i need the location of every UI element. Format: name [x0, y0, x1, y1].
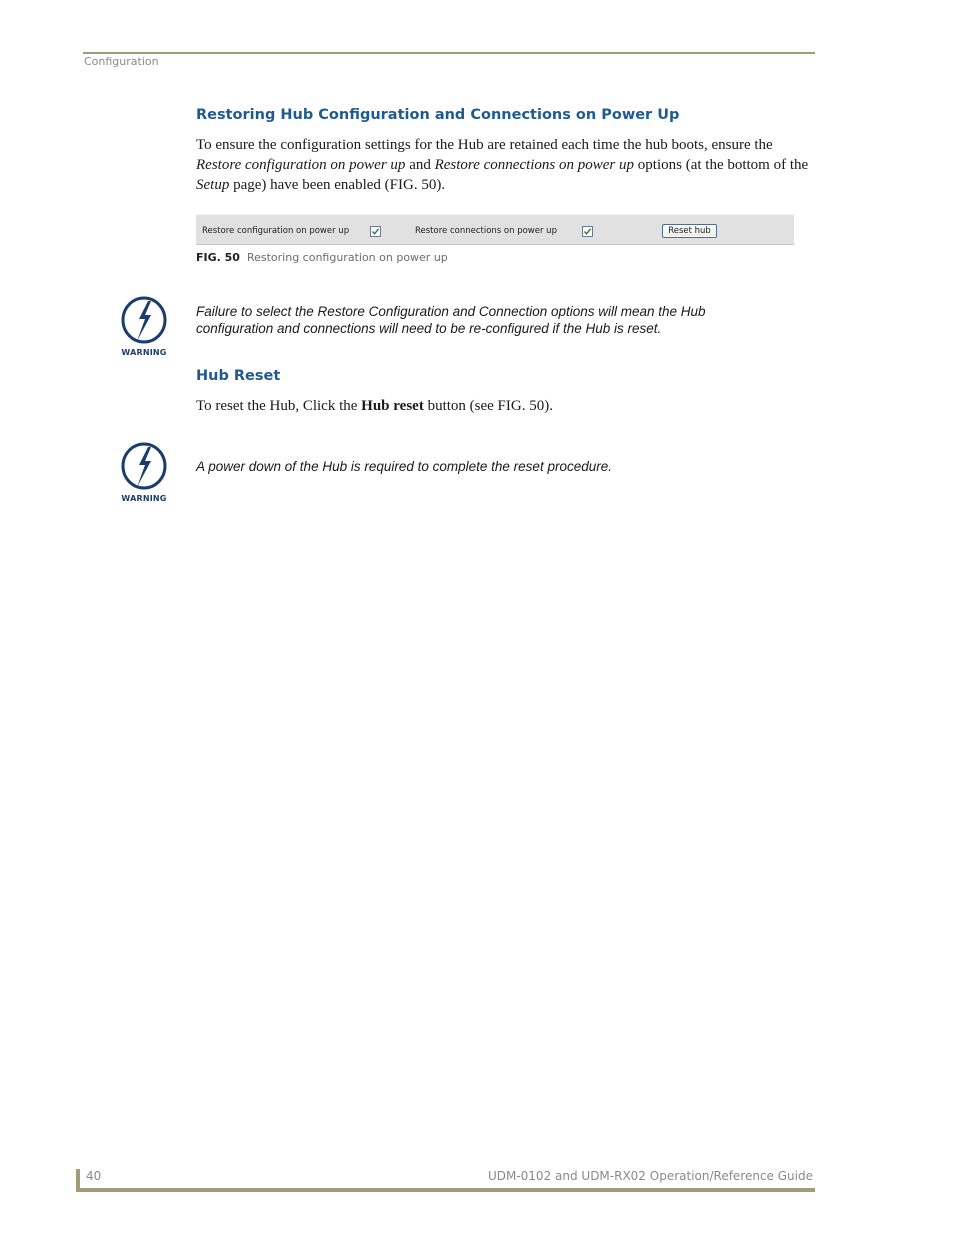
checkmark-icon — [583, 227, 592, 236]
warning-label: WARNING — [121, 494, 167, 503]
restore-paragraph — [196, 135, 816, 195]
italic-term: Restore configuration on power up — [196, 157, 406, 173]
warning-badge — [118, 440, 172, 504]
text-run: button (see FIG. 50). — [423, 398, 553, 414]
page-number: 40 — [86, 1169, 102, 1183]
lightning-bolt-icon — [118, 294, 170, 346]
warning-note: A power down of the Hub is required to complete the reset procedure. — [196, 459, 612, 474]
restore-connections-label: Restore connections on power up — [415, 226, 557, 236]
warning-note: Failure to select the Restore Configuration and Connection options will mean the Hub configuration and connections will need to be re-configured if the Hub is reset. — [196, 304, 706, 336]
text-run: To ensure the configuration settings for the Hub are retained each time the hub boots, ensure the — [196, 137, 773, 153]
section-heading-restore: Restoring Hub Configuration and Connections on Power Up — [196, 107, 680, 123]
text-run: options (at the bottom of the — [634, 157, 809, 173]
figure-settings-bar — [196, 214, 794, 245]
figure-caption — [196, 251, 448, 264]
italic-term: Setup — [196, 177, 230, 193]
lightning-bolt-icon — [118, 440, 170, 492]
footer-rule — [76, 1188, 815, 1192]
reset-hub-button[interactable]: Reset hub — [662, 224, 717, 238]
restore-config-checkbox[interactable] — [370, 226, 381, 237]
text-run: page) have been enabled (FIG. 50). — [229, 177, 446, 193]
figure-number: FIG. 50 — [196, 251, 240, 264]
text-run: and — [405, 157, 435, 173]
figure-caption-text: Restoring configuration on power up — [246, 251, 448, 264]
checkmark-icon — [371, 227, 380, 236]
guide-title: UDM-0102 and UDM-RX02 Operation/Reference Guide — [487, 1169, 813, 1183]
section-heading-hub-reset: Hub Reset — [196, 368, 281, 384]
italic-term: Restore connections on power up — [434, 157, 635, 173]
running-header: Configuration — [84, 55, 159, 68]
text-run: To reset the Hub, Click the — [196, 398, 362, 414]
hub-reset-paragraph — [196, 396, 816, 416]
restore-config-label: Restore configuration on power up — [202, 226, 350, 236]
restore-connections-checkbox[interactable] — [582, 226, 593, 237]
warning-label: WARNING — [121, 348, 167, 357]
warning-badge — [118, 294, 172, 358]
bold-term: Hub reset — [361, 398, 424, 414]
header-rule — [83, 52, 815, 54]
